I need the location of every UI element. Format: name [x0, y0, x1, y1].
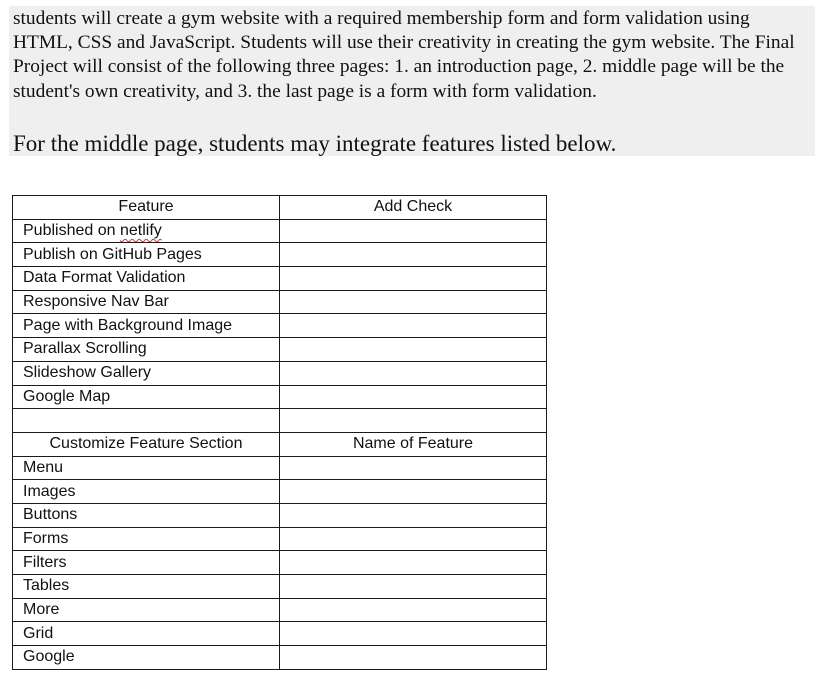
feature-name-cell[interactable] — [280, 551, 547, 575]
intro-paragraph: students will create a gym website with a required membership form and form validation using HTML, CSS and JavaScript. Students will use their creativity in creating the gym website. The Final Project will consist of the following three pages: 1. an introduction page, 2. middle page will be the student's own creativity, and 3. the last page is a form with form validation. — [13, 8, 795, 102]
custom-feature-cell: Google — [13, 646, 280, 670]
table-row — [13, 598, 547, 622]
table-row — [13, 551, 547, 575]
table-row — [13, 338, 547, 362]
table-row — [13, 385, 547, 409]
table-row-empty — [13, 409, 547, 433]
custom-section-column-header: Customize Feature Section — [13, 432, 280, 456]
feature-name-cell[interactable] — [280, 527, 547, 551]
table-row — [13, 243, 547, 267]
feature-cell — [13, 219, 280, 243]
check-cell[interactable] — [280, 267, 547, 291]
feature-cell: Page with Background Image — [13, 314, 280, 338]
custom-feature-cell: More — [13, 598, 280, 622]
feature-name-cell[interactable] — [280, 480, 547, 504]
table-row — [13, 503, 547, 527]
intro-subheading: For the middle page, students may integrate features listed below. — [13, 131, 617, 156]
feature-name-column-header: Name of Feature — [280, 432, 547, 456]
feature-cell: Google Map — [13, 385, 280, 409]
table-row — [13, 480, 547, 504]
check-cell[interactable] — [280, 361, 547, 385]
feature-name-cell[interactable] — [280, 456, 547, 480]
feature-name-cell[interactable] — [280, 503, 547, 527]
custom-feature-cell: Filters — [13, 551, 280, 575]
netlify-text: netlify — [119, 222, 162, 240]
feature-checklist-table — [12, 195, 547, 670]
table-row — [13, 646, 547, 670]
table-row — [13, 314, 547, 338]
table-row — [13, 267, 547, 291]
check-cell[interactable] — [280, 314, 547, 338]
check-cell[interactable] — [280, 338, 547, 362]
check-cell[interactable] — [280, 219, 547, 243]
table-row — [13, 361, 547, 385]
feature-name-cell[interactable] — [280, 646, 547, 670]
published-prefix-text: Published on — [23, 222, 120, 240]
custom-feature-cell: Forms — [13, 527, 280, 551]
empty-cell — [13, 409, 280, 433]
feature-name-cell[interactable] — [280, 598, 547, 622]
check-cell[interactable] — [280, 290, 547, 314]
feature-cell: Slideshow Gallery — [13, 361, 280, 385]
custom-feature-cell: Tables — [13, 575, 280, 599]
feature-cell: Publish on GitHub Pages — [13, 243, 280, 267]
table-row — [13, 527, 547, 551]
feature-cell: Data Format Validation — [13, 267, 280, 291]
table-row — [13, 622, 547, 646]
feature-name-cell[interactable] — [280, 622, 547, 646]
custom-feature-cell: Buttons — [13, 503, 280, 527]
feature-column-header: Feature — [13, 196, 280, 220]
table-row — [13, 456, 547, 480]
custom-feature-cell: Grid — [13, 622, 280, 646]
custom-feature-cell: Menu — [13, 456, 280, 480]
check-cell[interactable] — [280, 243, 547, 267]
table-row — [13, 575, 547, 599]
custom-section-header-row — [13, 432, 547, 456]
check-cell[interactable] — [280, 385, 547, 409]
table-header-row — [13, 196, 547, 220]
feature-cell: Parallax Scrolling — [13, 338, 280, 362]
add-check-column-header: Add Check — [280, 196, 547, 220]
empty-cell — [280, 409, 547, 433]
feature-cell: Responsive Nav Bar — [13, 290, 280, 314]
table-row — [13, 290, 547, 314]
table-row — [13, 219, 547, 243]
feature-name-cell[interactable] — [280, 575, 547, 599]
custom-feature-cell: Images — [13, 480, 280, 504]
